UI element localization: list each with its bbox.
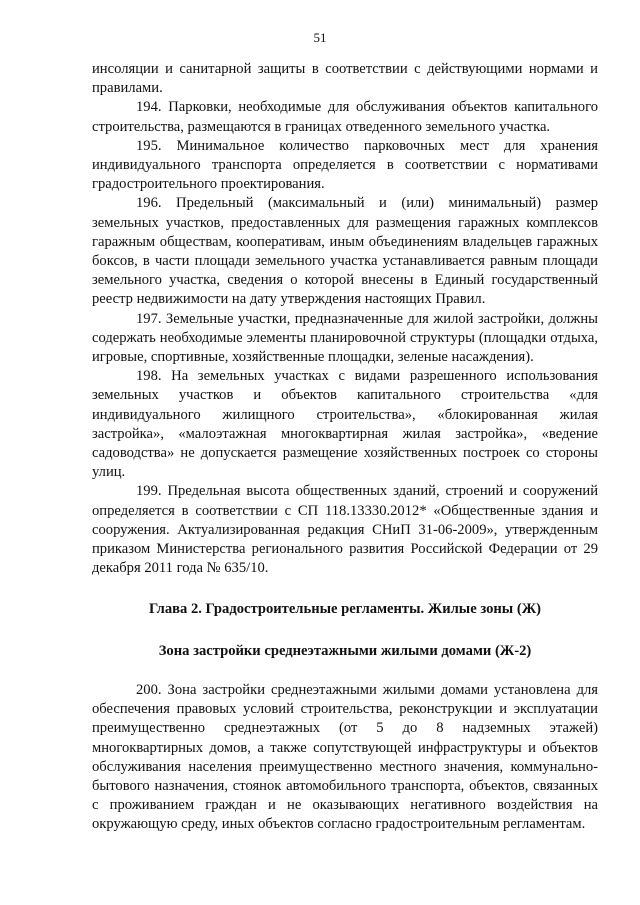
paragraph-196: 196. Предельный (максимальный и (или) минимальный) размер земельных участков, предоставленных для размещения гаражных комплексов гаражным обществам, кооперативам, иным объединениям владельцев гаражных боксов, в части площади земельного участка устанавливается равным площади земельного участка, сведения о которой внесены в Единый государственный реестр недвижимости на дату утверждения настоящих Правил.	[92, 195, 598, 308]
page-number: 51	[313, 30, 327, 45]
document-body	[92, 60, 598, 835]
paragraph-197: 197. Земельные участки, предназначенные для жилой застройки, должны содержать необходимые элементы планировочной структуры (площадки отдыха, игровые, спортивные, хозяйственные площадки, зеленые насаждения).	[92, 310, 598, 366]
paragraph-198: 198. На земельных участках с видами разрешенного использования земельных участков и объектов капитального строительства «для индивидуального жилищного строительства», «блокированная жилая застройка», «малоэтажная многоквартирная жилая застройка», «ведение садоводства» не допускается размещение хозяйственных построек со стороны улиц.	[92, 368, 598, 481]
paragraph-195: 195. Минимальное количество парковочных мест для хранения индивидуального транспорта определяется в соответствии с нормативами градостроительного проектирования.	[92, 137, 598, 193]
paragraph-199: 199. Предельная высота общественных зданий, строений и сооружений определяется в соответствии с СП 118.13330.2012* «Общественные здания и сооружения. Актуализированная редакция СНиП 31-06-2009», утвержденным приказом Министерства регионального развития Российской Федерации от 29 декабря 2011 года № 635/10.	[92, 483, 598, 577]
chapter-heading: Глава 2. Градостроительные регламенты. Жилые зоны (Ж)	[149, 601, 541, 618]
continuation-text: инсоляции и санитарной защиты в соответствии с действующими нормами и правилами.	[92, 61, 598, 97]
zone-heading: Зона застройки среднеэтажными жилыми домами (Ж-2)	[158, 642, 532, 659]
paragraph-194: 194. Парковки, необходимые для обслуживания объектов капитального строительства, размещаются в границах отведенного земельного участка.	[92, 99, 598, 135]
paragraph-200: 200. Зона застройки среднеэтажными жилыми домами установлена для обеспечения правовых условий строительства, реконструкции и эксплуатации преимущественно среднеэтажных (от 5 до 8 надземных этажей) многоквартирных домов, а также сопутствующей инфраструктуры и объектов обслуживания населения преимущественно местного значения, коммунально-бытового назначения, стоянок автомобильного транспорта, объектов, связанных с проживанием граждан и не оказывающих негативного воздействия на окружающую среду, иных объектов согласно градостроительным регламентам.	[92, 681, 598, 833]
